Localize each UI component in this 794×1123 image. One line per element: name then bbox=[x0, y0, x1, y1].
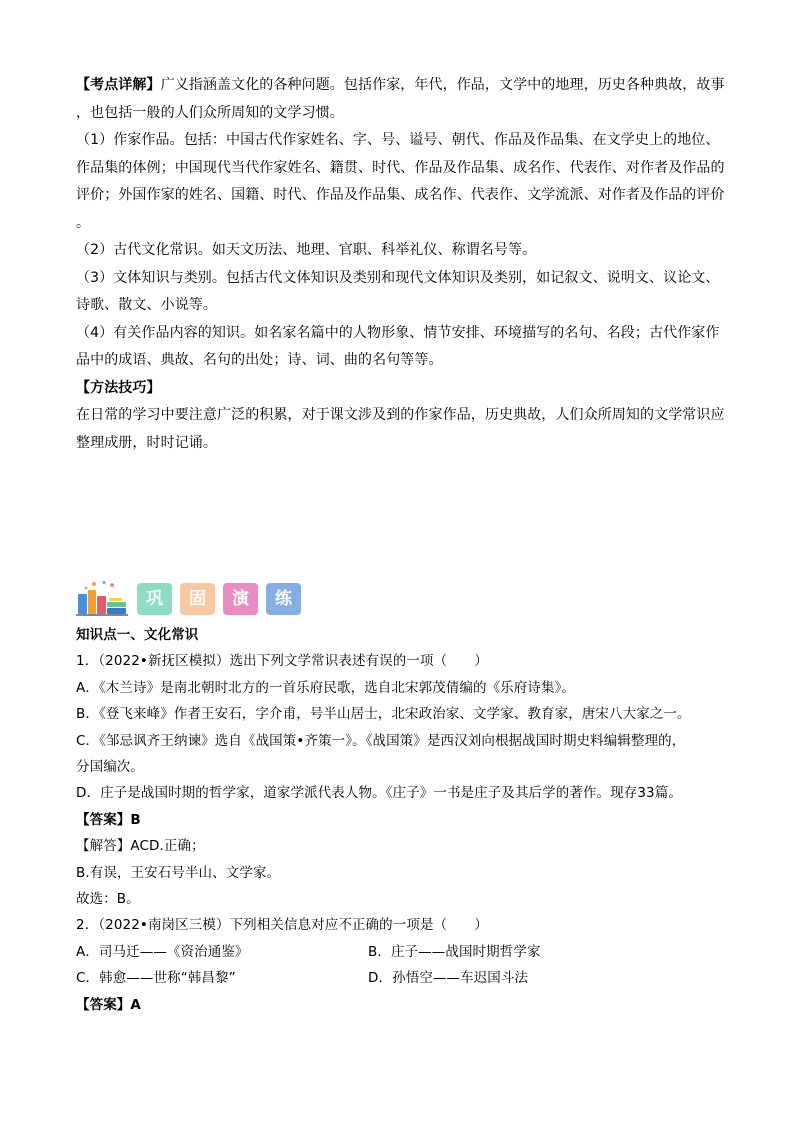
section-title: 知识点一、文化常识 bbox=[76, 627, 199, 643]
option-b: B．庄子——战国时期哲学家 bbox=[368, 943, 541, 960]
explanation-line-2: ，也包括一般的人们众所周知的文学习惯。 bbox=[76, 104, 344, 121]
explanation-line-1 bbox=[76, 72, 726, 100]
explanation-item-4: （4）有关作品内容的知识。如名家名篇中的人物形象、情节安排、环境描写的名句、名段；古代作家作 bbox=[76, 324, 720, 341]
explanation-item-3: （3）文体知识与类别。包括古代文体知识及类别和现代文体知识及类别，如记叙文、说明文、议论文、 bbox=[76, 269, 720, 286]
banner-tile-gong: 巩 bbox=[137, 583, 172, 615]
explanation-item-3-cont: 诗歌、散文、小说等。 bbox=[76, 297, 217, 313]
banner-tile-yan: 演 bbox=[223, 583, 258, 615]
explanation-item-1-cont: 。 bbox=[76, 214, 91, 231]
analysis-line: 【解答】ACD.正确； bbox=[76, 838, 205, 855]
explanation-heading: 【考点详解】 bbox=[76, 77, 161, 93]
analysis-line: B.有误，王安石号半山、文学家。 bbox=[76, 864, 281, 881]
explanation-item-2: （2）古代文化常识。如天文历法、地理、官职、科举礼仪、称谓名号等。 bbox=[76, 242, 537, 258]
option-c: C．韩愈——世称“韩昌黎” bbox=[76, 970, 236, 987]
option-c-cont: 分国编次。 bbox=[76, 759, 144, 776]
method-heading: 【方法技巧】 bbox=[76, 379, 161, 396]
question-1 bbox=[76, 648, 726, 912]
question-stem: 1．（2022•新抚区模拟）选出下列文学常识表述有误的一项（ ） bbox=[76, 653, 488, 670]
option-c: C．《邹忌讽齐王纳谏》选自《战国策•齐策一》。《战国策》是西汉刘向根据战国时期史料编辑整理的， bbox=[76, 732, 686, 749]
analysis-line: 故选：B。 bbox=[76, 891, 140, 908]
knowledge-explanation bbox=[76, 72, 726, 457]
option-b: B．《登飞来峰》作者王安石，字介甫，号半山居士，北宋政治家、文学家、教育家，唐宋八大家之一。 bbox=[76, 706, 691, 723]
explanation-item-1: （1）作家作品。包括：中国古代作家姓名、字、号、谥号、朝代、作品及作品集、在文学史上的地位、 bbox=[76, 132, 720, 148]
practice-banner bbox=[76, 580, 316, 616]
explanation-item-4-cont: 品中的成语、典故、名句的出处；诗、词、曲的名句等等。 bbox=[76, 352, 443, 368]
books-illustration-icon bbox=[76, 580, 128, 616]
option-d: D．庄子是战国时期的哲学家，道家学派代表人物。《庄子》一书是庄子及其后学的著作。现存33篇。 bbox=[76, 785, 682, 802]
banner-tile-lian: 练 bbox=[266, 583, 301, 615]
explanation-item-1-cont: 评价；外国作家的姓名、国籍、时代、作品及作品集、成名作、代表作、文学流派、对作者及作品的评价 bbox=[76, 187, 725, 203]
method-line: 整理成册，时时记诵。 bbox=[76, 434, 217, 451]
options-row bbox=[76, 965, 726, 991]
practice-section bbox=[76, 622, 726, 1018]
explanation-text: 广义指涵盖文化的各种问题。包括作家，年代，作品，文学中的地理，历史各种典故，故事 bbox=[160, 77, 725, 93]
option-a: A．司马迁——《资治通鉴》 bbox=[76, 943, 249, 960]
question-stem: 2．（2022•南岗区三模）下列相关信息对应不正确的一项是（ ） bbox=[76, 917, 488, 934]
explanation-item-1-cont: 作品集的体例；中国现代当代作家姓名、籍贯、时代、作品及作品集、成名作、代表作、对作者及作品的 bbox=[76, 159, 725, 176]
option-a: A．《木兰诗》是南北朝时北方的一首乐府民歌，选自北宋郭茂倩编的《乐府诗集》。 bbox=[76, 679, 576, 696]
answer: 【答案】B bbox=[76, 811, 141, 828]
banner-tile-gu: 固 bbox=[180, 583, 215, 615]
answer: 【答案】A bbox=[76, 996, 141, 1013]
question-2 bbox=[76, 912, 726, 1018]
method-line: 在日常的学习中要注意广泛的积累，对于课文涉及到的作家作品，历史典故，人们众所周知的文学常识应 bbox=[76, 407, 725, 423]
options-row bbox=[76, 939, 726, 965]
option-d: D．孙悟空——车迟国斗法 bbox=[368, 970, 529, 987]
